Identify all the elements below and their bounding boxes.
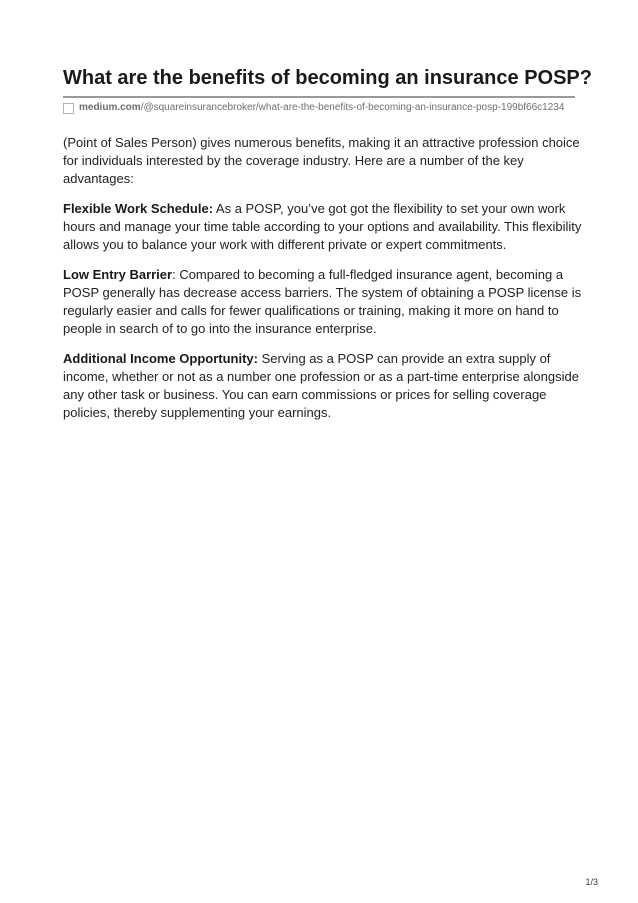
section-additional-income-opportunity bbox=[63, 350, 583, 422]
title-divider bbox=[63, 96, 575, 98]
section-heading: Low Entry Barrier bbox=[63, 267, 173, 282]
section-heading: Flexible Work Schedule: bbox=[63, 201, 214, 216]
section-flexible-work-schedule bbox=[63, 200, 583, 254]
section-text: As a POSP, you’ve got got the flexibility to set your own work hours and manage your time table according to your options and availability. This flexibility allows you to balance your work with different private or expert commitments. bbox=[63, 201, 582, 252]
section-low-entry-barrier bbox=[63, 266, 583, 338]
article-title: What are the benefits of becoming an insurance POSP? bbox=[63, 67, 592, 89]
section-text: Serving as a POSP can provide an extra supply of income, whether or not as a number one profession or as a part-time enterprise alongside any other task or business. You can earn commissions or prices for selling coverage policies, thereby supplementing your earnings. bbox=[63, 351, 579, 420]
source-domain[interactable]: medium.com bbox=[79, 102, 141, 113]
intro-paragraph: (Point of Sales Person) gives numerous benefits, making it an attractive profession choice for individuals interested by the coverage industry. Here are a number of the key advantages: bbox=[63, 135, 580, 186]
section-text: : Compared to becoming a full-fledged insurance agent, becoming a POSP generally has decrease access barriers. The system of obtaining a POSP license is regularly easier and calls for fewer qualifications or training, making it more on hand to people in search of to go into the insurance enterprise. bbox=[63, 267, 582, 336]
source-path[interactable]: /@squareinsurancebroker/what-are-the-benefits-of-becoming-an-insurance-posp-199bf66c1234 bbox=[140, 102, 565, 113]
article-body bbox=[63, 134, 583, 434]
source-url[interactable] bbox=[63, 101, 564, 115]
page-number: 1/3 bbox=[585, 877, 598, 887]
section-heading: Additional Income Opportunity: bbox=[63, 351, 258, 366]
favicon-placeholder-icon bbox=[63, 103, 74, 114]
